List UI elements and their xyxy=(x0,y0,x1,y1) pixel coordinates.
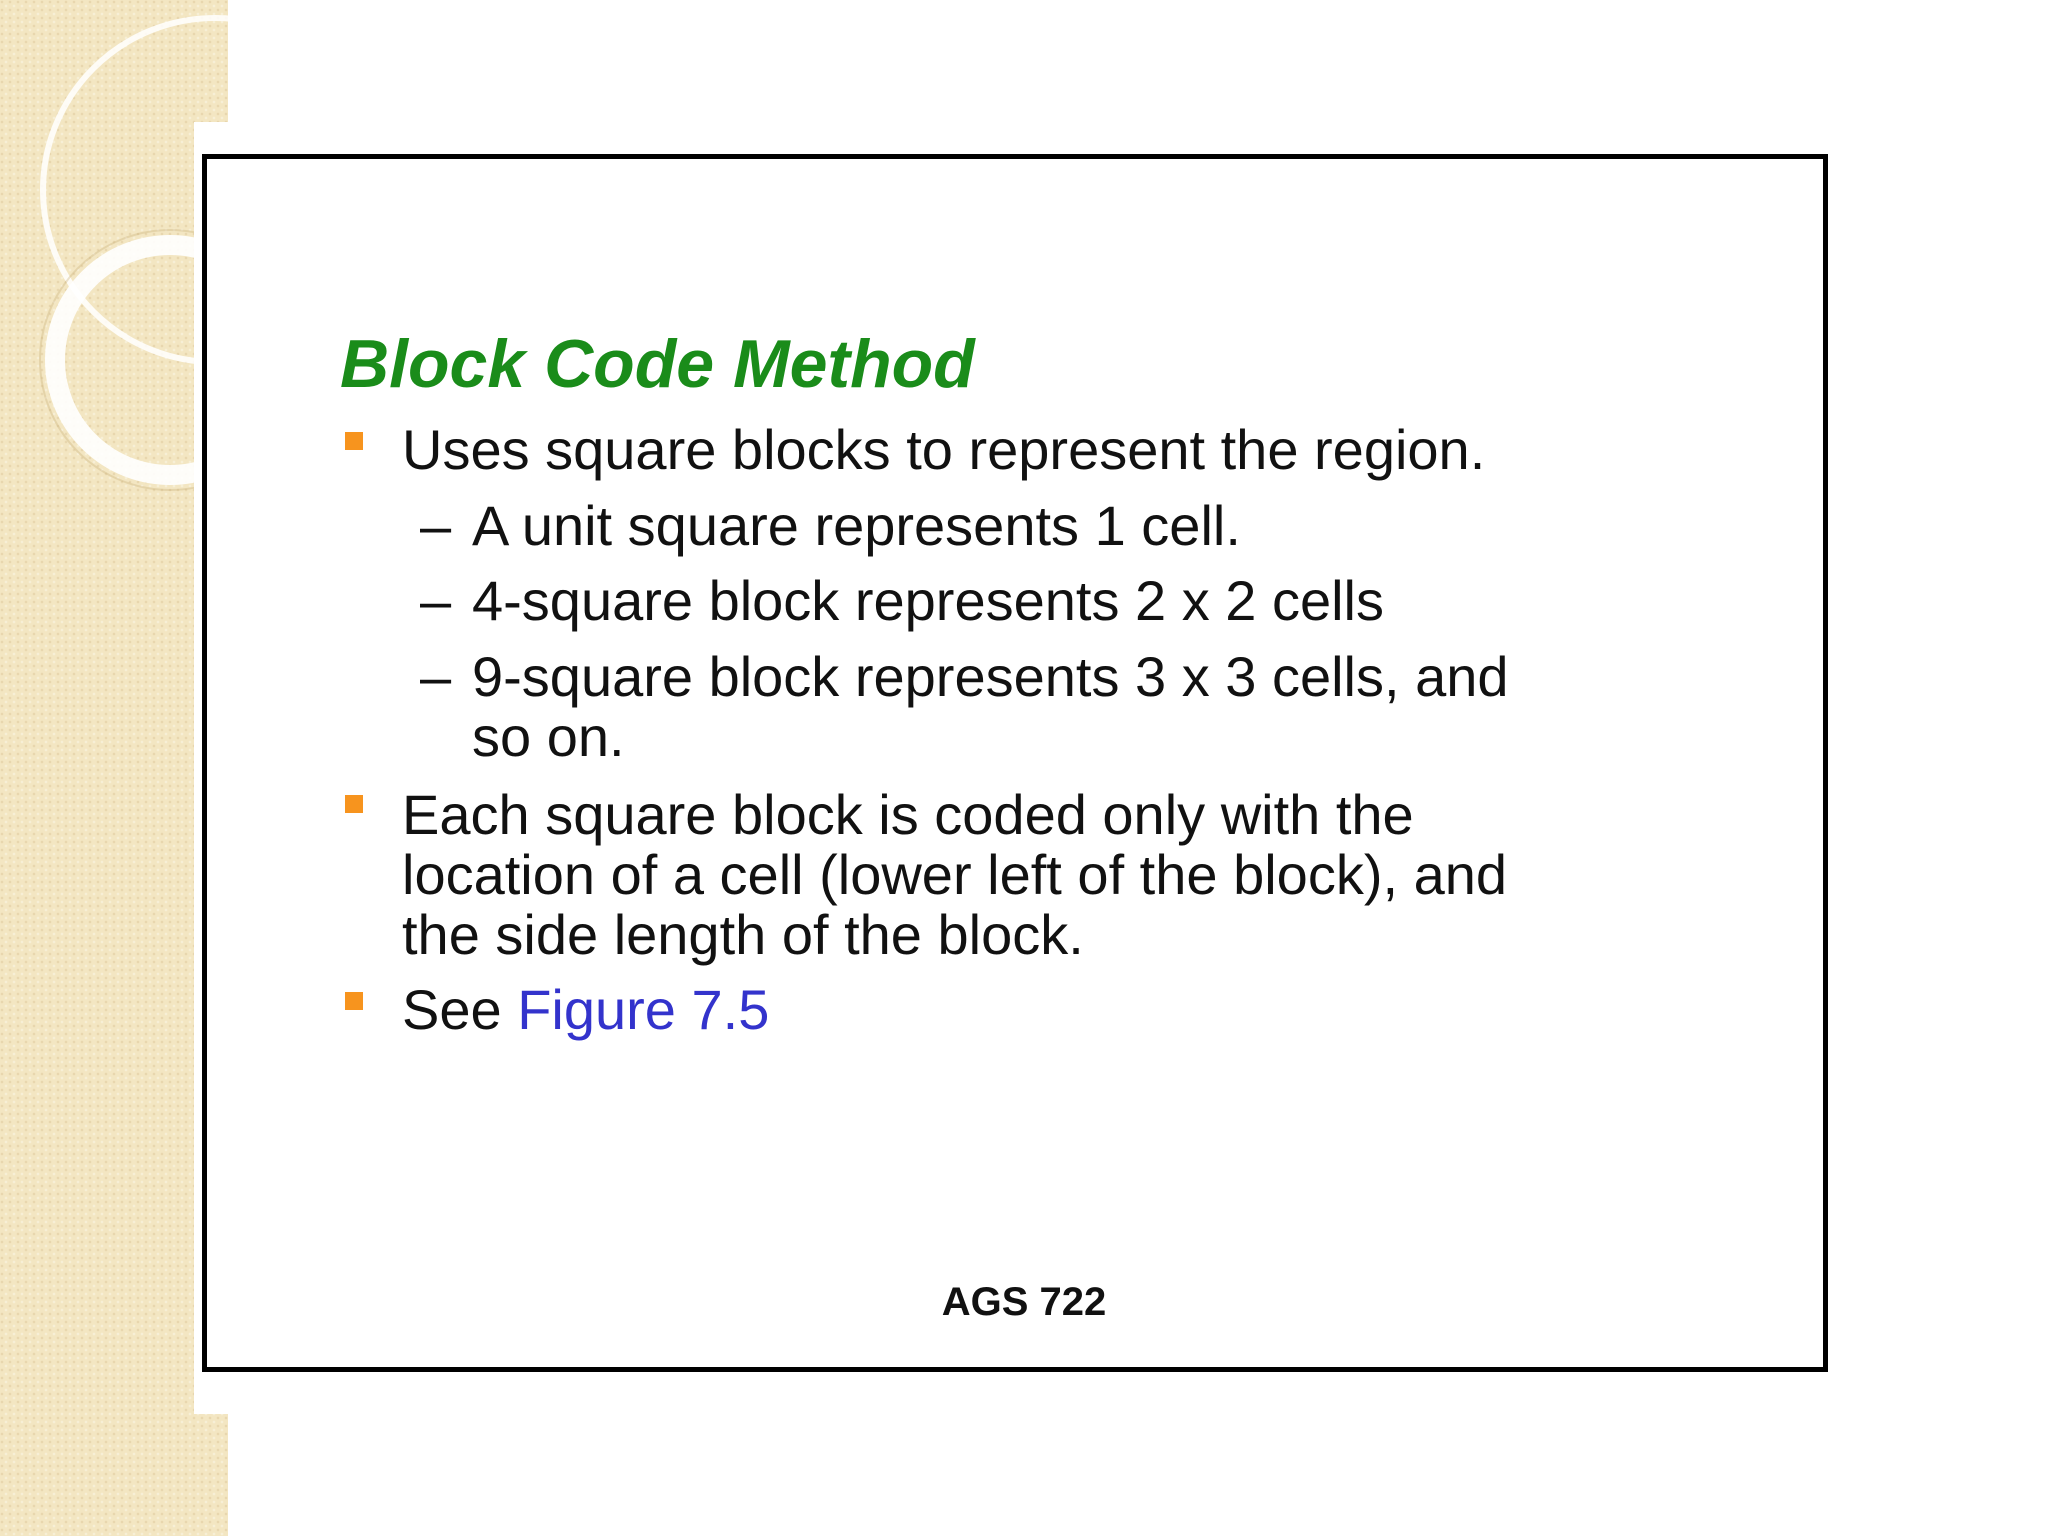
sub-bullet-text-line: 9-square block represents 3 x 3 cells, and xyxy=(472,645,1509,708)
orange-bullet-square xyxy=(345,795,363,813)
orange-bullet-square xyxy=(345,992,363,1010)
sub-bullet-dash: – xyxy=(420,494,452,557)
figure-link[interactable]: Figure 7.5 xyxy=(517,978,770,1041)
slide-title: Block Code Method xyxy=(340,326,975,402)
see-label: See xyxy=(402,978,502,1041)
orange-bullet-square xyxy=(345,432,363,450)
bullet-text: Uses square blocks to represent the region. xyxy=(402,418,1486,481)
bullet-text-line: Each square block is coded only with the xyxy=(402,783,1414,846)
sub-bullet-dash: – xyxy=(420,645,452,708)
slide-footer: AGS 722 xyxy=(941,1280,1107,1324)
sub-bullet-text-line: so on. xyxy=(472,705,625,768)
sub-bullet-text: 4-square block represents 2 x 2 cells xyxy=(472,569,1384,632)
bullet-text-line: the side length of the block. xyxy=(402,903,1084,966)
bullet-text xyxy=(402,980,769,1040)
sub-bullet-text: A unit square represents 1 cell. xyxy=(472,494,1241,557)
bullet-text-line: location of a cell (lower left of the block), and xyxy=(402,843,1508,906)
sub-bullet-dash: – xyxy=(420,569,452,632)
